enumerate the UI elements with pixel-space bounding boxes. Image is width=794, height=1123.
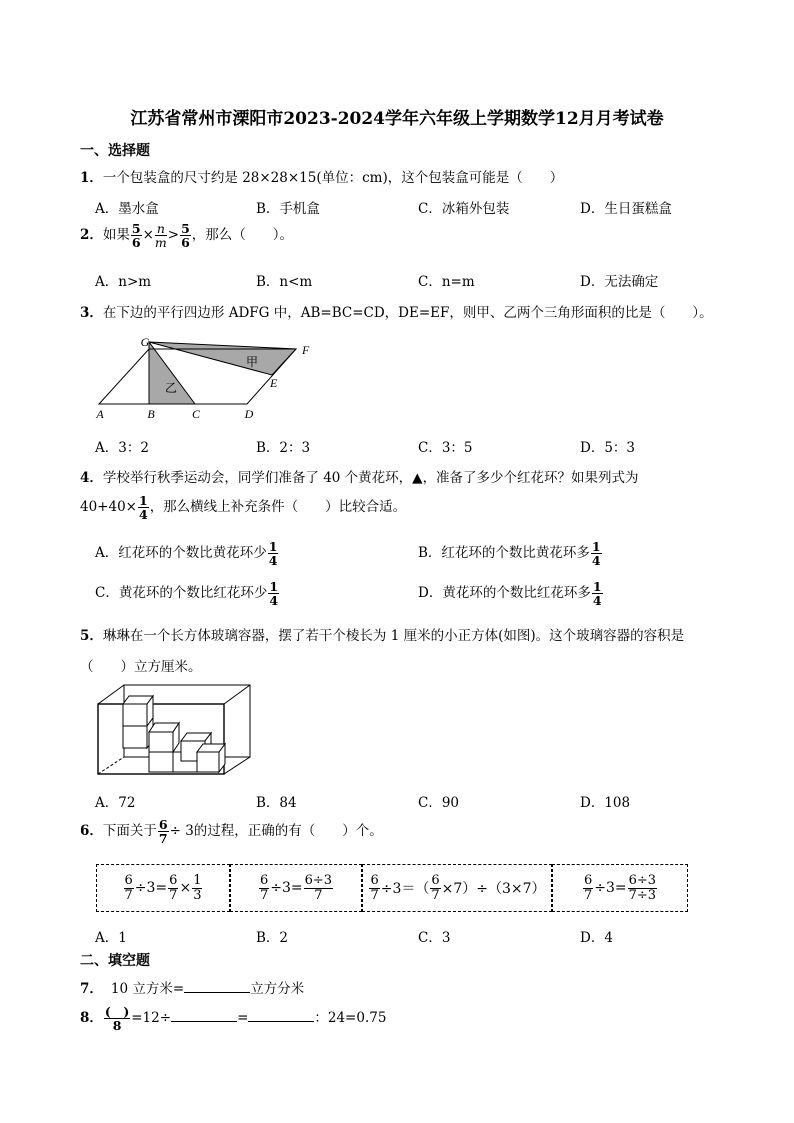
- expression: ：24=0.75: [314, 1010, 387, 1027]
- option-text: D．黄花环的个数比红花环多: [418, 585, 591, 602]
- process-box-1: [96, 864, 230, 912]
- q2-option-c[interactable]: C．n=m: [418, 274, 475, 290]
- option-text: C．黄花环的个数比红花环少: [95, 585, 268, 602]
- q3-option-c[interactable]: C．3：5: [418, 440, 473, 456]
- label-a: A: [96, 407, 104, 421]
- operator: ÷3=: [270, 880, 303, 896]
- question-text: 学校举行秋季运动会，同学们准备了 40 个黄花环，: [102, 470, 413, 486]
- triangle-icon: ▲: [412, 470, 423, 486]
- fraction: $\frac{1}{4}$: [592, 579, 602, 609]
- question-text-post: 立方分米: [250, 981, 305, 997]
- question-text: ，那么横线上补充条件（ ）比较合适。: [149, 499, 407, 516]
- label-yi: 乙: [164, 381, 178, 395]
- fraction: $\frac{1}{4}$: [138, 493, 148, 523]
- fraction: $\frac{5}{6}$: [181, 221, 190, 251]
- q1-option-d[interactable]: D．生日蛋糕盒: [580, 201, 672, 217]
- operator: ×: [179, 880, 192, 896]
- fraction: $\frac{6}{7}$: [431, 872, 440, 903]
- fraction: $\frac{n}{m}$: [154, 221, 167, 251]
- label-g: G: [140, 335, 150, 349]
- operator: ÷3＝（: [380, 881, 430, 897]
- fraction: $\frac{1}{4}$: [269, 579, 279, 609]
- question-7: [80, 977, 304, 997]
- question-text-pre: 10 立方米=: [110, 981, 185, 997]
- label-d: D: [244, 407, 254, 421]
- q5-option-b[interactable]: B．84: [256, 795, 297, 811]
- fraction-blank[interactable]: $\frac{( )}{8}$: [104, 1004, 130, 1034]
- q3-option-d[interactable]: D．5：3: [580, 440, 636, 456]
- q4-option-b[interactable]: [418, 540, 603, 567]
- answer-blank[interactable]: [184, 980, 250, 993]
- question-6: [80, 818, 383, 845]
- answer-blank[interactable]: [248, 1009, 314, 1022]
- section-heading-fill: 二、填空题: [80, 953, 150, 969]
- fraction: $\frac{6}{7}$: [370, 872, 379, 903]
- fraction: $\frac{6}{7}$: [583, 872, 593, 903]
- fraction: $\frac{6\div 3}{7}$: [304, 872, 333, 903]
- fraction: $\frac{6}{7}$: [259, 872, 269, 903]
- greater-sign: >: [167, 227, 180, 244]
- label-jia: 甲: [245, 355, 259, 369]
- fraction: $\frac{1}{4}$: [591, 539, 601, 569]
- label-e: E: [270, 376, 278, 390]
- page-title: 江苏省常州市溧阳市2023-2024学年六年级上学期数学12月月考试卷: [130, 109, 664, 129]
- operator: ÷3=: [594, 880, 627, 896]
- option-text: A．红花环的个数比黄花环少: [95, 545, 267, 562]
- question-number: 4．: [80, 470, 103, 486]
- question-8: [80, 1005, 386, 1032]
- q2-option-d[interactable]: D．无法确定: [580, 274, 659, 290]
- q6-option-d[interactable]: D．4: [580, 930, 613, 946]
- question-4: [80, 466, 639, 486]
- q4-option-c[interactable]: [95, 580, 280, 607]
- process-box-2: [230, 864, 362, 912]
- question-text-post: ，那么（ ）。: [191, 227, 294, 244]
- expression: 40+40×: [80, 499, 137, 516]
- label-b: B: [147, 407, 155, 421]
- q4-option-d[interactable]: [418, 580, 604, 607]
- expression: =: [237, 1010, 249, 1027]
- q6-option-c[interactable]: C．3: [418, 930, 451, 946]
- question-text: 琳琳在一个长方体玻璃容器，摆了若干个棱长为 1 厘米的小正方体(如图)。这个玻璃容器的容积是: [102, 628, 685, 644]
- section-heading-choice: 一、选择题: [80, 143, 150, 159]
- process-box-3: [362, 864, 552, 912]
- question-text-pre: 下面关于: [102, 823, 157, 840]
- question-4-line2: [80, 494, 406, 521]
- q2-option-a[interactable]: A．n>m: [95, 274, 152, 290]
- question-3: [80, 301, 713, 321]
- times-sign: ×: [142, 227, 154, 244]
- question-number: 2．: [80, 227, 103, 244]
- triangle-jia: [149, 342, 296, 375]
- question-text-post: ÷ 3的过程，正确的有（ ）个。: [169, 823, 383, 840]
- question-text: 在下边的平行四边形 ADFG 中，AB=BC=CD，DE=EF，则甲、乙两个三角形面积的比是（ ）。: [102, 305, 713, 321]
- q3-option-b[interactable]: B．2：3: [256, 440, 311, 456]
- question-number: 6．: [80, 823, 103, 840]
- option-text: B．红花环的个数比黄花环多: [418, 545, 590, 562]
- question-text: ，准备了多少个红花环？如果列式为: [422, 470, 639, 486]
- q5-option-d[interactable]: D．108: [580, 795, 631, 811]
- q5-option-c[interactable]: C．90: [418, 795, 460, 811]
- q6-option-b[interactable]: B．2: [256, 930, 289, 946]
- label-f: F: [302, 343, 310, 357]
- q1-option-a[interactable]: A．墨水盒: [95, 201, 159, 217]
- fraction: $\frac{1}{4}$: [268, 539, 278, 569]
- operator: ÷3=: [134, 880, 168, 896]
- fraction: $\frac{6}{7}$: [124, 872, 133, 903]
- expression: =12÷: [131, 1010, 172, 1027]
- answer-blank[interactable]: [171, 1009, 237, 1022]
- label-c: C: [191, 407, 201, 421]
- q5-option-a[interactable]: A．72: [95, 795, 136, 811]
- q6-option-a[interactable]: A．1: [95, 930, 127, 946]
- question-5: [80, 624, 684, 644]
- question-number: 7．: [80, 981, 103, 997]
- question-number: 5．: [80, 628, 103, 644]
- question-number: 8．: [80, 1010, 103, 1027]
- fraction: $\frac{6}{7}$: [169, 872, 178, 903]
- q2-option-b[interactable]: B．n<m: [256, 274, 313, 290]
- fraction: $\frac{1}{3}$: [193, 872, 202, 903]
- fraction: $\frac{6\div 3}{7\div 3}$: [628, 872, 657, 903]
- question-2: [80, 222, 293, 249]
- q1-option-c[interactable]: C．冰箱外包装: [418, 201, 510, 217]
- operator: ×7）÷（3×7）: [441, 881, 546, 897]
- q4-option-a[interactable]: [95, 540, 279, 567]
- question-number: 3．: [80, 305, 103, 321]
- question-text: 一个包装盒的尺寸约是 28×28×15(单位：cm)，这个包装盒可能是（ ）: [102, 170, 564, 186]
- glass-container-cubes-diagram: [94, 683, 254, 777]
- fraction: $\frac{5}{6}$: [131, 221, 141, 251]
- q3-option-a[interactable]: A．3：2: [95, 440, 149, 456]
- question-1: [80, 166, 563, 186]
- question-5-line2: （ ）立方厘米。: [80, 659, 202, 675]
- q1-option-b[interactable]: B．手机盒: [256, 201, 320, 217]
- process-box-4: [552, 864, 688, 912]
- question-number: 1．: [80, 170, 103, 186]
- fraction: $\frac{6}{7}$: [158, 817, 168, 847]
- parallelogram-diagram: [90, 330, 320, 422]
- question-text-pre: 如果: [102, 227, 130, 244]
